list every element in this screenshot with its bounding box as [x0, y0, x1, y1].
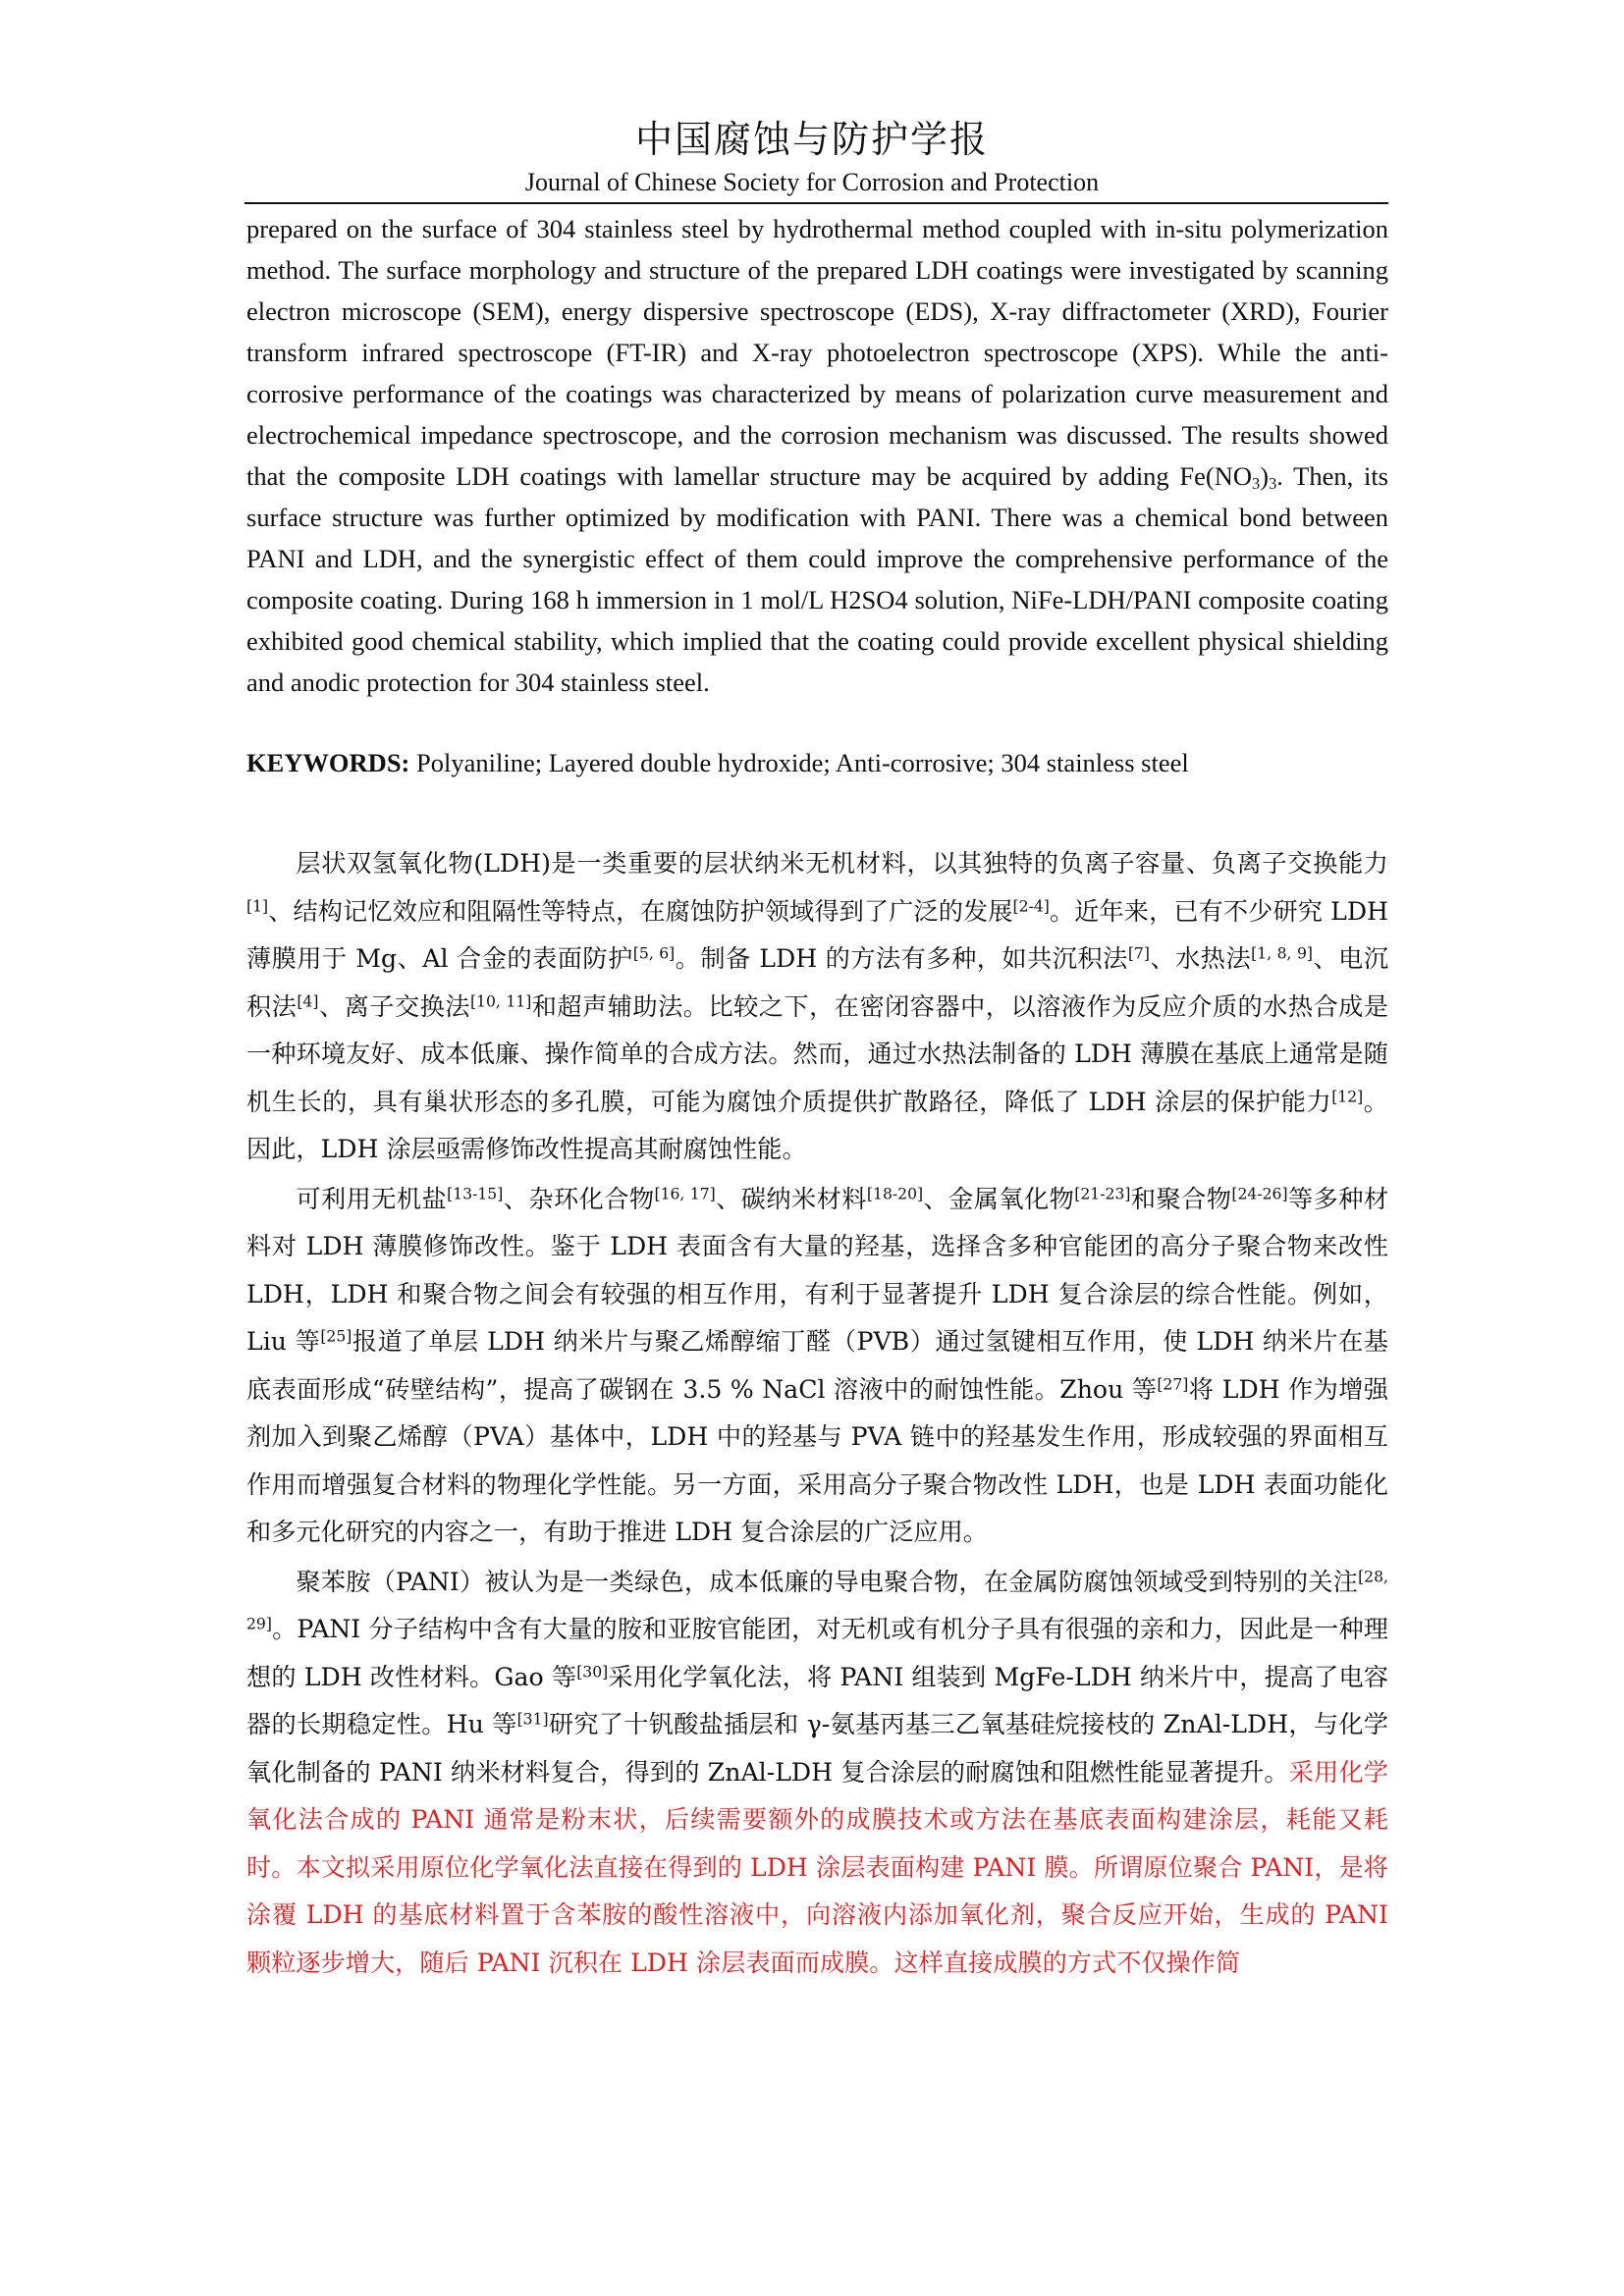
paragraph-1: 层状双氢氧化物(LDH)是一类重要的层状纳米无机材料，以其独特的负离子容量、负离子交换能力[1]、结构记忆效应和阻隔性等特点，在腐蚀防护领域得到了广泛的发展[2-4]。近年来，已有不少研究 LDH 薄膜用于 Mg、Al 合金的表面防护[5, 6]。制备 LDH 的方法有多种，如共沉积法[7]、水热法[1, 8, 9]、电沉积法[4]、离子交换法[10, 11]和超声辅助法。比较之下，在密闭容器中，以溶液作为反应介质的水热合成是一种环境友好、成本低廉、操作简单的合成方法。然而，通过水热法制备的 LDH 薄膜在基底上通常是随机生长的，具有巢状形态的多孔膜，可能为腐蚀介质提供扩散路径，降低了 LDH 涂层的保护能力[12]。因此，LDH 涂层亟需修饰改性提高其耐腐蚀性能。: [246, 849, 1389, 1163]
journal-title-en: Journal of Chinese Society for Corrosion and Protection: [524, 168, 1100, 196]
journal-title-cn: 中国腐蚀与防护学报: [634, 118, 989, 161]
citation: [5, 6]: [632, 944, 676, 963]
citation: [25]: [320, 1327, 352, 1346]
header-divider: [244, 202, 1388, 204]
paragraph-2: 可利用无机盐[13-15]、杂环化合物[16, 17]、碳纳米材料[18-20]、金属氧化物[21-23]和聚合物[24-26]等多种材料对 LDH 薄膜修饰改性。鉴于 LDH 表面含有大量的羟基，选择含多种官能团的高分子聚合物来改性 LDH，LDH 和聚合物之间会有较强的相互作用，有利于显著提升 LDH 复合涂层的综合性能。例如，Liu 等[25]报道了单层 LDH 纳米片与聚乙烯醇缩丁醛（PVB）通过氢键相互作用，使 LDH 纳米片在基底表面形成“砖壁结构”，提高了碳钢在 3.5 % NaCl 溶液中的耐蚀性能。Zhou 等[27]将 LDH 作为增强剂加入到聚乙烯醇（PVA）基体中，LDH 中的羟基与 PVA 链中的羟基发生作用，形成较强的界面相互作用而增强复合材料的物理化学性能。另一方面，采用高分子聚合物改性 LDH，也是 LDH 表面功能化和多元化研究的内容之一，有助于推进 LDH 复合涂层的广泛应用。: [246, 1184, 1389, 1546]
keywords-text: Polyaniline; Layered double hydroxide; Anti-corrosive; 304 stainless steel: [409, 748, 1189, 777]
citation: [7]: [1127, 944, 1150, 963]
citation: [10, 11]: [469, 991, 532, 1010]
body-text: [246, 840, 1388, 1987]
citation: [1]: [246, 896, 269, 915]
keywords-label: KEYWORDS:: [246, 748, 410, 777]
citation: [1, 8, 9]: [1251, 944, 1313, 963]
citation: [27]: [1157, 1374, 1189, 1393]
keywords-line: [246, 742, 1388, 783]
citation: [21-23]: [1074, 1184, 1131, 1202]
citation: [2-4]: [1012, 896, 1050, 915]
citation: [18-20]: [866, 1184, 924, 1202]
citation: [30]: [576, 1662, 609, 1681]
citation: [31]: [516, 1710, 549, 1729]
paragraph-3: 聚苯胺（PANI）被认为是一类绿色，成本低廉的导电聚合物，在金属防腐蚀领域受到特别的关注[28, 29]。PANI 分子结构中含有大量的胺和亚胺官能团，对无机或有机分子具有很强的亲和力，因此是一种理想的 LDH 改性材料。Gao 等[30]采用化学氧化法，将 PANI 组装到 MgFe-LDH 纳米片中，提高了电容器的长期稳定性。Hu 等[31]研究了十钒酸盐插层和 γ-氨基丙基三乙氧基硅烷接枝的 ZnAl-LDH，与化学氧化制备的 PANI 纳米材料复合，得到的 ZnAl-LDH 复合涂层的耐腐蚀和阻燃性能显著提升。采用化学氧化法合成的 PANI 通常是粉末状，后续需要额外的成膜技术或方法在基底表面构建涂层，耗能又耗时。本文拟采用原位化学氧化法直接在得到的 LDH 涂层表面构建 PANI 膜。所谓原位聚合 PANI，是将涂覆 LDH 的基底材料置于含苯胺的酸性溶液中，向溶液内添加氧化剂，聚合反应开始，生成的 PANI 颗粒逐步增大，随后 PANI 沉积在 LDH 涂层表面而成膜。这样直接成膜的方式不仅操作简: [246, 1567, 1388, 1977]
abstract-block: [246, 208, 1388, 703]
abstract-text: prepared on the surface of 304 stainless steel by hydrothermal method coupled with in-situ polymerization method. The surface morphology and structure of the prepared LDH coatings were investigated by scanning electron microscope (SEM), energy dispersive spectroscope (EDS), X-ray diffractometer (XRD), Fourier transform infrared spectroscope (FT-IR) and X-ray photoelectron spectroscope (XPS). While the anti-corrosive performance of the coatings was characterized by means of polarization curve measurement and electrochemical impedance spectroscope, and the corrosion mechanism was discussed. The results showed that the composite LDH coatings with lamellar structure may be acquired by adding $Fe(NO_3)_3$. Then, its surface structure was further optimized by modification with PANI. There was a chemical bond between PANI and LDH, and the synergistic effect of them could improve the comprehensive performance of the composite coating. During 168 h immersion in 1 mol/L H2SO4 solution, NiFe-LDH/PANI composite coating exhibited good chemical stability, which implied that the coating could provide excellent physical shielding and anodic protection for 304 stainless steel.: [246, 214, 1388, 697]
citation: [16, 17]: [654, 1184, 716, 1202]
citation: [12]: [1331, 1087, 1364, 1105]
highlighted-revision-text: 采用化学氧化法合成的 PANI 通常是粉末状，后续需要额外的成膜技术或方法在基底表面构建涂层，耗能又耗时。本文拟采用原位化学氧化法直接在得到的 LDH 涂层表面构建 PANI 膜。所谓原位聚合 PANI，是将涂覆 LDH 的基底材料置于含苯胺的酸性溶液中，向溶液内添加氧化剂，聚合反应开始，生成的 PANI 颗粒逐步增大，随后 PANI 沉积在 LDH 涂层表面而成膜。这样直接成膜的方式不仅操作简: [246, 1757, 1388, 1977]
citation: [4]: [297, 991, 319, 1010]
citation: [24-26]: [1231, 1184, 1288, 1202]
citation: [13-15]: [447, 1184, 504, 1202]
citation: [28, 29]: [246, 1567, 1388, 1633]
